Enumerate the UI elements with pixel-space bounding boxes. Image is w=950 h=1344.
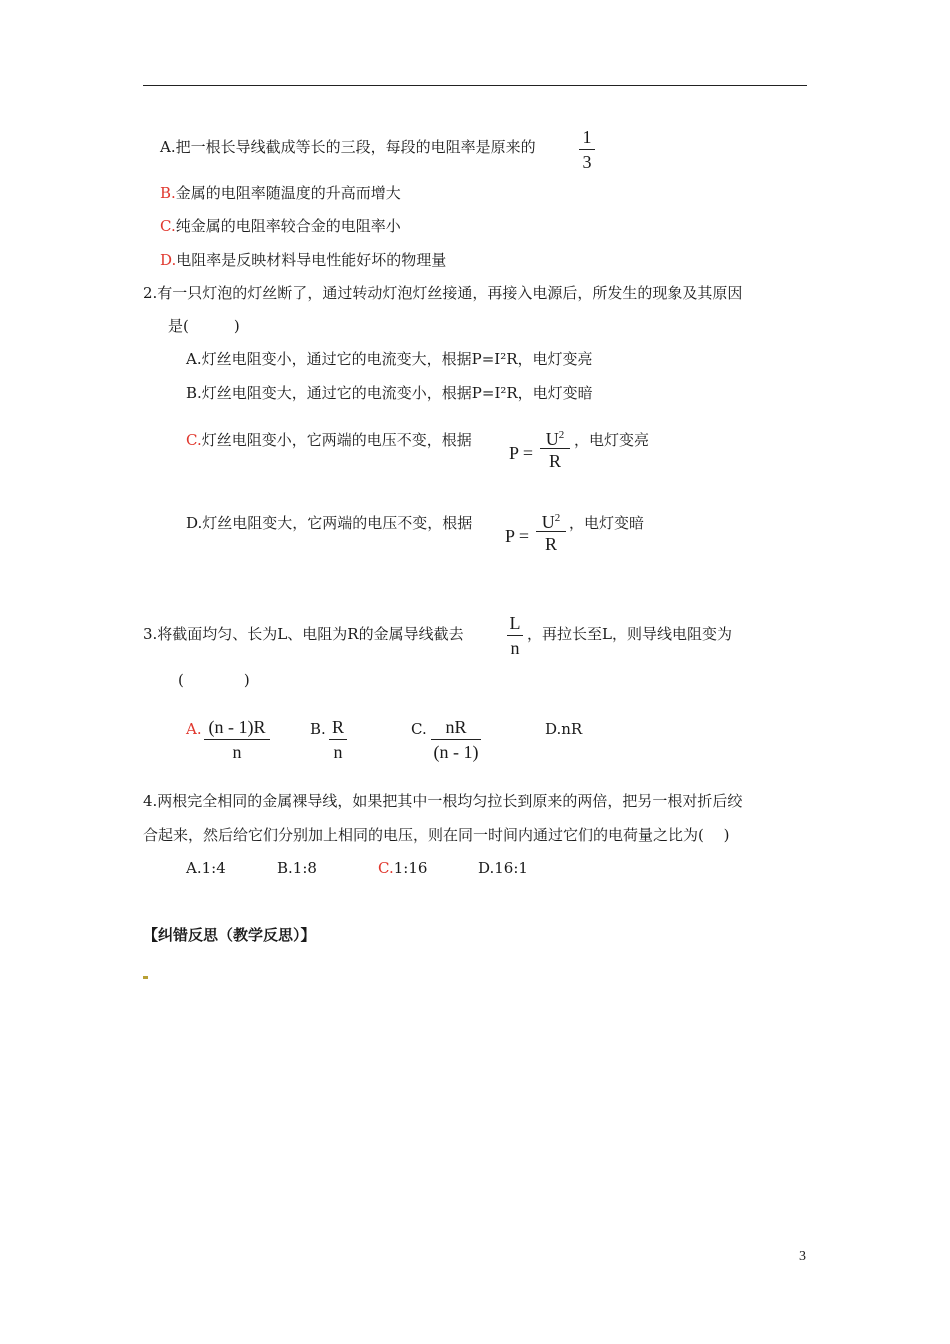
numerator-exponent: 2: [558, 429, 565, 441]
q4-option-c-text: 1:16: [393, 859, 428, 877]
fraction-numerator: 1: [582, 127, 592, 147]
q4-option-b: B.1:8: [277, 859, 317, 877]
option-letter: D.: [160, 251, 177, 269]
q3-stem-fraction: [507, 614, 523, 657]
q1-option-b: [160, 186, 401, 201]
q1-option-c-text: 纯金属的电阻率较合金的电阻率小: [175, 217, 401, 235]
q4-stem-line1: 4.两根完全相同的金属裸导线，如果把其中一根均匀拉长到原来的两倍，把另一根对折后绞: [143, 792, 743, 810]
q2-option-d-formula-fraction: [536, 513, 566, 553]
fraction-bar: [507, 635, 523, 636]
q4-option-a: A.1:4: [186, 859, 226, 877]
q3-option-a-letter: A.: [186, 720, 202, 738]
q2-option-c-formula-fraction: [540, 430, 570, 470]
q1-option-a-text: A.把一根长导线截成等长的三段，每段的电阻率是原来的: [160, 138, 536, 156]
q3-option-d: D.nR: [545, 720, 583, 738]
fraction-numerator: nR: [445, 717, 467, 737]
option-letter: C.: [378, 859, 394, 877]
q3-option-b-fraction: [329, 718, 347, 761]
q2-option-d-formula-lhs: P =: [505, 526, 529, 546]
q2-option-c-formula-lhs: P =: [509, 443, 533, 463]
q1-option-a: [160, 140, 536, 155]
header-rule: [143, 85, 807, 86]
option-letter: C.: [160, 217, 176, 235]
q2-option-c: [186, 433, 472, 448]
q4-stem-line2: 合起来，然后给它们分别加上相同的电压，则在同一时间内通过它们的电荷量之比为( ): [143, 826, 730, 844]
q1-option-d-text: 电阻率是反映材料导电性能好坏的物理量: [176, 251, 447, 269]
q1-option-c: [160, 219, 401, 234]
fraction-numerator: (n - 1)R: [208, 717, 266, 737]
stray-mark: [143, 976, 148, 979]
q3-stem-post: ，再拉长至L，则导线电阻变为: [527, 625, 732, 643]
q3-answer-paren: ( ): [178, 671, 250, 689]
fraction-denominator: n: [333, 742, 343, 762]
fraction-bar: [329, 739, 347, 740]
q3-stem-pre: 3.将截面均匀、长为L、电阻为R的金属导线截去: [143, 625, 464, 643]
fraction-numerator: [540, 430, 570, 448]
section-heading: 【纠错反思（教学反思）】: [143, 926, 316, 944]
numerator-exponent: 2: [554, 512, 561, 524]
fraction-denominator: (n - 1): [433, 742, 479, 762]
page-number: 3: [799, 1249, 806, 1264]
fraction-denominator: 3: [582, 152, 592, 172]
numerator-base: U: [545, 429, 559, 449]
fraction-numerator: R: [331, 717, 344, 737]
option-letter: C.: [186, 431, 202, 449]
fraction-denominator: n: [510, 638, 520, 658]
fraction-numerator: L: [509, 613, 521, 633]
fraction-bar: [579, 149, 595, 150]
q2-option-a: A.灯丝电阻变小，通过它的电流变大，根据P=I²R，电灯变亮: [186, 350, 593, 368]
fraction-denominator: R: [544, 534, 557, 554]
q3-option-b-letter: B.: [310, 720, 326, 738]
fraction-bar: [204, 739, 270, 740]
q4-option-c: [378, 861, 427, 876]
fraction-denominator: R: [548, 451, 561, 471]
q2-option-b: B.灯丝电阻变大，通过它的电流变小，根据P=I²R，电灯变暗: [186, 384, 593, 402]
q1-option-a-fraction: [579, 128, 595, 171]
numerator-base: U: [541, 512, 555, 532]
q2-option-d: D.灯丝电阻变大，它两端的电压不变，根据: [186, 514, 473, 532]
q1-option-d: [160, 253, 446, 268]
fraction-numerator: [536, 513, 566, 531]
q2-option-d-tail: ，电灯变暗: [569, 514, 645, 532]
option-letter: B.: [160, 184, 176, 202]
q3-option-c-fraction: [431, 718, 481, 761]
fraction-bar: [431, 739, 481, 740]
q2-option-c-text: 灯丝电阻变小，它两端的电压不变，根据: [201, 431, 472, 449]
q2-stem-line1: 2.有一只灯泡的灯丝断了，通过转动灯泡灯丝接通，再接入电源后，所发生的现象及其原因: [143, 284, 743, 302]
q4-option-d: D.16:1: [478, 859, 528, 877]
q1-option-b-text: 金属的电阻率随温度的升高而增大: [175, 184, 401, 202]
q2-stem-line2: 是( ): [168, 317, 240, 335]
q3-option-a-fraction: [204, 718, 270, 761]
q3-option-c-letter: C.: [411, 720, 427, 738]
q2-option-c-tail: ，电灯变亮: [574, 431, 650, 449]
fraction-denominator: n: [232, 742, 242, 762]
